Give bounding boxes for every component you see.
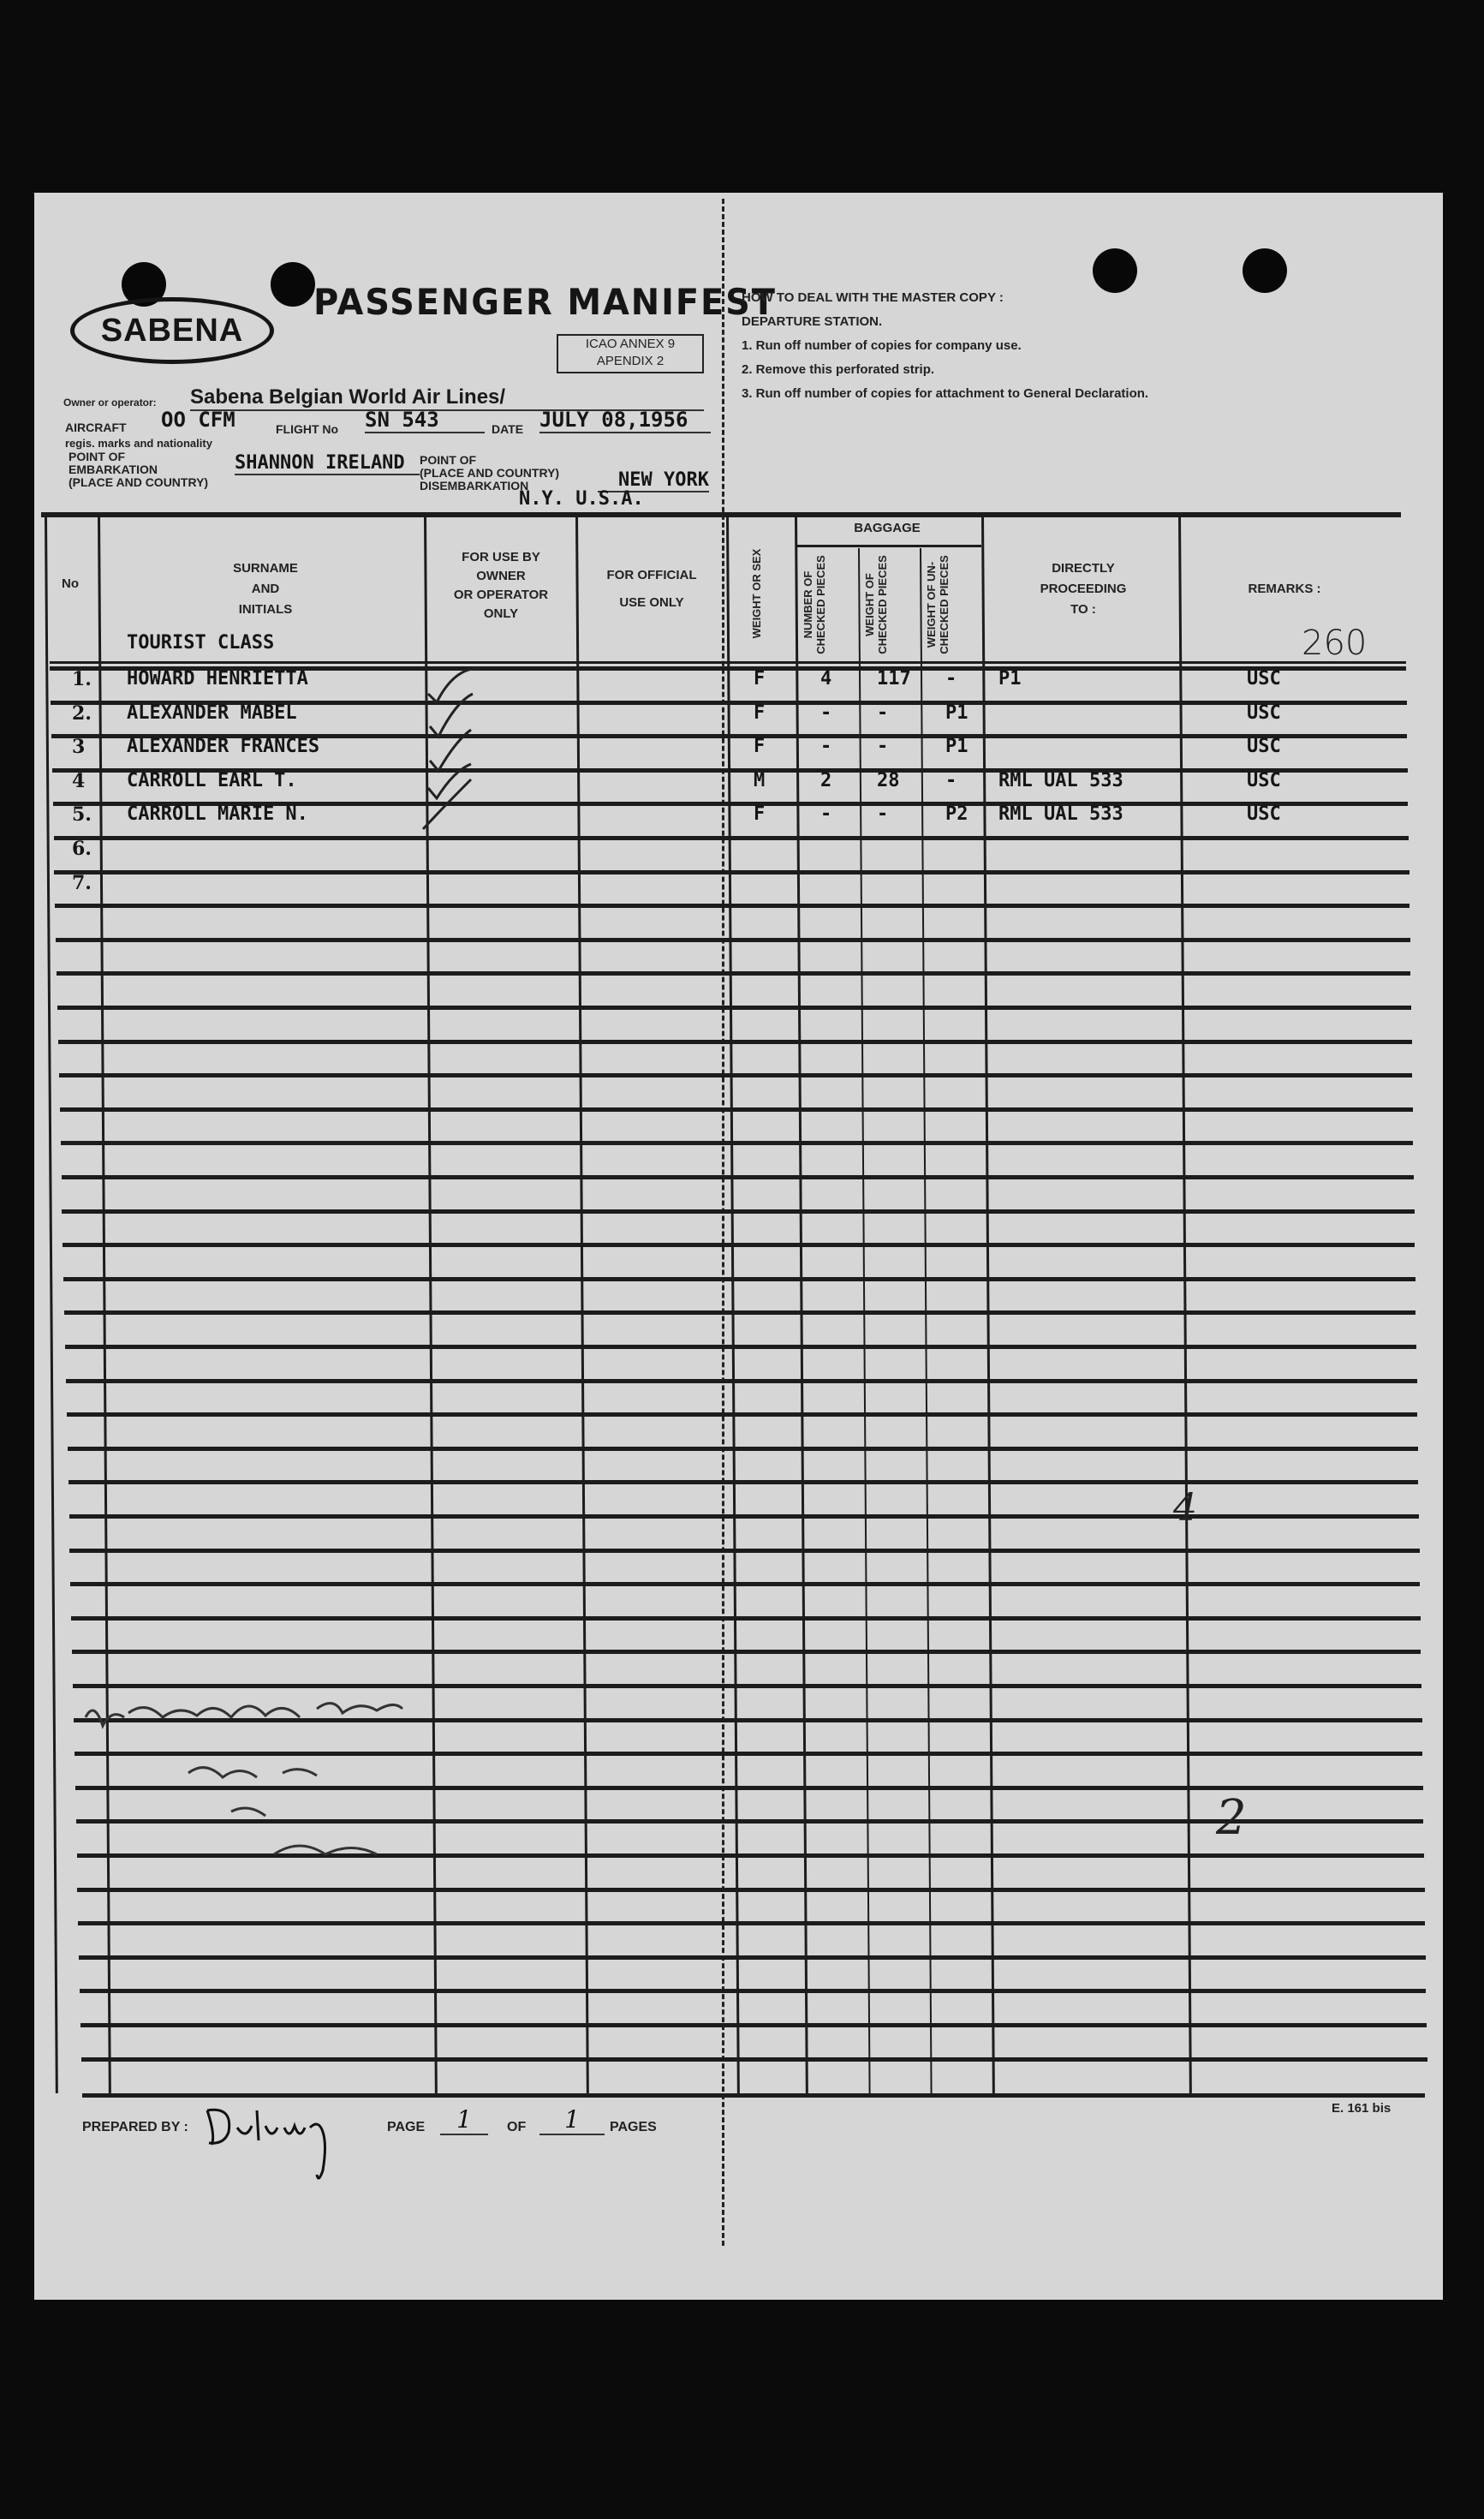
- row-line: [80, 2023, 1427, 2027]
- col-header-surname: SURNAME AND INITIALS: [233, 561, 298, 617]
- row-line: [80, 1989, 1426, 1993]
- row-line: [67, 1412, 1417, 1417]
- col-header-owner: FOR USE BY OWNER OR OPERATOR ONLY: [453, 550, 549, 621]
- checked-pieces: -: [820, 701, 832, 724]
- flight-value: SN 543: [365, 408, 485, 433]
- unchecked-weight: P2: [945, 803, 968, 826]
- embark-label: POINT OF EMBARKATION (PLACE AND COUNTRY): [69, 450, 209, 489]
- page-number: 1: [440, 2105, 488, 2135]
- row-number: 5.: [72, 803, 92, 827]
- row-number: 3: [72, 736, 86, 759]
- row-line: [66, 1379, 1417, 1383]
- passenger-name: CARROLL EARL T.: [127, 769, 297, 791]
- disembarkation-value-2: N.Y. U.S.A.: [519, 488, 644, 510]
- row-line: [78, 1921, 1425, 1925]
- checked-weight: -: [877, 736, 889, 758]
- col-header-weight-sex: WEIGHT OR SEX: [750, 548, 763, 639]
- master-copy-instructions: HOW TO DEAL WITH THE MASTER COPY : DEPARTURE STATION. 1. Run off number of copies for company use. 2. Remove this perforated strip. 3. Run off number of copies for attachment to General Declaration.: [742, 290, 1149, 401]
- row-number: 1.: [72, 668, 92, 690]
- disembarkation-value: NEW YORK: [598, 469, 709, 492]
- remarks: USC: [1247, 803, 1281, 826]
- col-header-directly: DIRECTLY PROCEEDING TO :: [1040, 561, 1127, 617]
- row-line: [63, 1277, 1415, 1281]
- row-line: [59, 1073, 1412, 1077]
- prepared-label: PREPARED BY :: [82, 2120, 188, 2134]
- row-line: [63, 1243, 1415, 1247]
- aircraft-sub: regis. marks and nationality: [65, 437, 212, 450]
- remarks: USC: [1247, 701, 1281, 724]
- owner-value: Sabena Belgian World Air Lines/: [190, 385, 704, 411]
- unchecked-weight: -: [945, 769, 957, 791]
- aircraft-label: AIRCRAFT: [65, 421, 127, 434]
- row-line: [56, 938, 1410, 942]
- passenger-name: HOWARD HENRIETTA: [127, 668, 308, 689]
- passenger-sex: M: [754, 769, 766, 791]
- row-line: [62, 1175, 1415, 1179]
- of-label: OF: [507, 2120, 527, 2134]
- flight-label: FLIGHT No: [276, 422, 339, 436]
- row-line: [60, 1107, 1413, 1112]
- owner-label: Owner or operator:: [63, 397, 157, 409]
- table-top-border: [41, 512, 1401, 517]
- remarks-number: 260: [1302, 624, 1368, 663]
- row-line: [81, 2057, 1427, 2062]
- col-header-no: No: [62, 576, 79, 591]
- passenger-name: ALEXANDER FRANCES: [127, 736, 320, 758]
- unchecked-weight: P1: [945, 701, 968, 724]
- class-label: TOURIST CLASS: [127, 632, 275, 654]
- checkmark: [423, 779, 471, 829]
- checked-weight: 28: [877, 769, 900, 791]
- row-line: [77, 1888, 1424, 1892]
- row-line: [69, 1549, 1419, 1553]
- row-line: [55, 904, 1410, 908]
- page-title: PASSENGER MANIFEST: [313, 281, 777, 323]
- preparer-signature: [199, 2093, 353, 2188]
- punch-hole: [1243, 248, 1287, 293]
- remarks: USC: [1247, 668, 1281, 689]
- icao-box: ICAO ANNEX 9 APENDIX 2: [557, 334, 704, 373]
- col-header-remarks: REMARKS :: [1248, 582, 1321, 596]
- checked-weight: -: [877, 803, 889, 826]
- checked-pieces: -: [820, 803, 832, 826]
- row-line: [64, 1310, 1415, 1315]
- unchecked-weight: -: [945, 668, 957, 689]
- form-code: E. 161 bis: [1332, 2101, 1392, 2116]
- embarkation-value: SHANNON IRELAND: [235, 452, 420, 475]
- date-label: DATE: [492, 422, 524, 436]
- row-line: [72, 1650, 1421, 1654]
- col-header-weight-checked: WEIGHT OF CHECKED PIECES: [863, 555, 889, 654]
- row-line: [69, 1514, 1420, 1519]
- row-line: [62, 1209, 1414, 1214]
- row-number: 7.: [72, 871, 92, 894]
- checkmark: [430, 730, 471, 771]
- col-header-weight-unchecked: WEIGHT OF UN-CHECKED PIECES: [925, 555, 951, 654]
- row-number: 2.: [72, 701, 92, 725]
- checked-pieces: 2: [820, 769, 832, 791]
- passenger-name: ALEXANDER MABEL: [127, 701, 297, 724]
- row-line: [54, 836, 1410, 840]
- row-number: 4: [72, 769, 86, 792]
- remarks: USC: [1247, 736, 1281, 758]
- handwritten-2: 2: [1216, 1790, 1247, 1846]
- row-line: [73, 1684, 1421, 1688]
- col-header-official: FOR OFFICIAL USE ONLY: [606, 568, 697, 610]
- proceeding-to: RML UAL 533: [998, 803, 1123, 826]
- passenger-name: CARROLL MARIE N.: [127, 803, 308, 826]
- handwritten-scribble: [77, 1692, 488, 1871]
- proceeding-to: RML UAL 533: [998, 769, 1123, 791]
- perforation-line: [722, 199, 724, 2246]
- passenger-sex: F: [754, 736, 766, 758]
- row-number: 6.: [72, 838, 92, 860]
- aircraft-value: OO CFM: [161, 408, 235, 432]
- row-line: [57, 971, 1410, 976]
- row-line: [79, 1955, 1426, 1960]
- date-value: JULY 08,1956: [539, 408, 711, 433]
- page-total: 1: [539, 2105, 605, 2135]
- checked-pieces: -: [820, 736, 832, 758]
- col-header-num-checked: NUMBER OF CHECKED PIECES: [802, 555, 827, 654]
- pages-label: PAGES: [610, 2120, 657, 2134]
- row-line: [65, 1345, 1416, 1349]
- row-line: [61, 1141, 1414, 1145]
- punch-hole: [271, 262, 315, 307]
- passenger-sex: F: [754, 803, 766, 826]
- remarks: USC: [1247, 769, 1281, 791]
- unchecked-weight: P1: [945, 736, 968, 758]
- handwritten-4: 4: [1173, 1486, 1197, 1530]
- checked-weight: 117: [877, 668, 911, 689]
- checked-pieces: 4: [820, 668, 832, 689]
- row-line: [54, 870, 1409, 874]
- row-line: [68, 1447, 1418, 1451]
- row-line: [58, 1040, 1412, 1044]
- row-line: [57, 1006, 1411, 1010]
- checked-weight: -: [877, 701, 889, 724]
- row-line: [71, 1616, 1421, 1621]
- baggage-underline: [796, 545, 981, 547]
- row-line: [69, 1480, 1419, 1484]
- row-line: [70, 1582, 1420, 1586]
- proceeding-to: P1: [998, 668, 1022, 689]
- page-label: PAGE: [387, 2120, 426, 2134]
- disembark-label: POINT OF (PLACE AND COUNTRY) DISEMBARKATION: [420, 453, 560, 492]
- checkmark: [428, 764, 471, 798]
- passenger-sex: F: [754, 668, 766, 689]
- passenger-sex: F: [754, 701, 766, 724]
- sabena-logo: SABENA: [70, 297, 274, 364]
- checkmarks: [411, 660, 514, 839]
- checkmark: [428, 668, 480, 702]
- col-header-baggage: BAGGAGE: [854, 521, 921, 535]
